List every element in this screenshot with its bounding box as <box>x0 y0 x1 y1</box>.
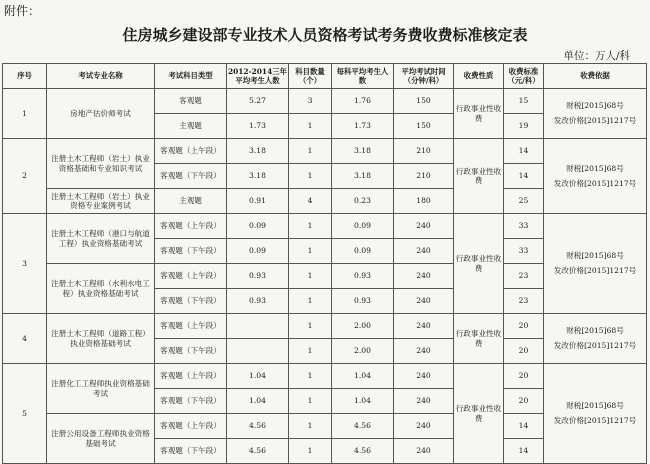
subject-type-cell: 客观题（下午段） <box>155 439 227 464</box>
fee-basis-cell <box>544 139 647 214</box>
subject-type-cell: 客观题（上午段） <box>155 314 227 339</box>
fee-basis-line: 财税[2015]68号 <box>566 326 624 336</box>
avg-duration-cell: 240 <box>394 289 454 314</box>
avg-candidates-cell: 0.93 <box>227 264 289 289</box>
exam-name-cell: 注册土木工程师（岩土）执业资格基础和专业知识考试 <box>47 139 155 189</box>
attachment-label: 附件： <box>4 4 41 18</box>
seq-cell: 2 <box>3 139 47 214</box>
fee-standard-cell: 15 <box>504 89 544 114</box>
fee-standard-cell: 20 <box>504 389 544 414</box>
subject-count-cell: 1 <box>289 239 332 264</box>
avg-candidates-cell: 3.18 <box>227 164 289 189</box>
avg-duration-cell: 240 <box>394 414 454 439</box>
fee-standard-cell: 33 <box>504 214 544 239</box>
avg-duration-cell: 150 <box>394 114 454 139</box>
exam-name-cell: 房地产估价师考试 <box>47 89 155 139</box>
seq-cell: 4 <box>3 314 47 364</box>
avg-per-subject-cell: 1.76 <box>332 89 394 114</box>
avg-candidates-cell: 5.27 <box>227 89 289 114</box>
subject-count-cell: 1 <box>289 389 332 414</box>
fee-basis-line: 发改价格[2015]1217号 <box>553 416 637 425</box>
fee-standard-cell: 25 <box>504 189 544 214</box>
avg-duration-cell: 240 <box>394 389 454 414</box>
avg-candidates-cell: 0.09 <box>227 239 289 264</box>
fee-basis-cell <box>544 214 647 314</box>
subject-count-cell: 1 <box>289 414 332 439</box>
table-row <box>3 89 647 114</box>
fee-basis-line: 财税[2015]68号 <box>566 163 624 173</box>
col-header-fee-basis: 收费依据 <box>544 64 647 89</box>
subject-count-cell: 3 <box>289 89 332 114</box>
avg-per-subject-cell: 0.93 <box>332 289 394 314</box>
fee-standard-cell: 20 <box>504 339 544 364</box>
subject-count-cell: 1 <box>289 339 332 364</box>
subject-type-cell: 客观题（上午段） <box>155 139 227 164</box>
avg-duration-cell: 240 <box>394 339 454 364</box>
fee-basis-line: 发改价格[2015]1217号 <box>553 341 637 350</box>
avg-duration-cell: 150 <box>394 89 454 114</box>
avg-duration-cell: 240 <box>394 239 454 264</box>
exam-name-cell: 注册土木工程师（岩土）执业资格专业案例考试 <box>47 189 155 214</box>
avg-duration-cell: 240 <box>394 264 454 289</box>
col-header-fee-nature: 收费性质 <box>454 64 504 89</box>
fee-standard-cell: 14 <box>504 139 544 164</box>
fee-standard-table <box>2 63 647 464</box>
subject-type-cell: 客观题 <box>155 89 227 114</box>
col-header-seq: 序号 <box>3 64 47 89</box>
avg-duration-cell: 210 <box>394 164 454 189</box>
avg-per-subject-cell: 1.04 <box>332 389 394 414</box>
fee-nature-cell: 行政事业性收费 <box>454 364 504 464</box>
fee-basis-cell <box>544 314 647 364</box>
exam-name-cell: 注册土木工程师（水利水电工程）执业资格基础考试 <box>47 264 155 314</box>
fee-standard-cell: 20 <box>504 364 544 389</box>
avg-per-subject-cell: 0.09 <box>332 214 394 239</box>
avg-per-subject-cell: 0.09 <box>332 239 394 264</box>
avg-candidates-cell <box>227 314 289 339</box>
fee-nature-cell: 行政事业性收费 <box>454 314 504 364</box>
fee-nature-cell: 行政事业性收费 <box>454 89 504 139</box>
col-header-avg-duration: 平均考试时间（分钟/科） <box>394 64 454 89</box>
avg-candidates-cell: 1.73 <box>227 114 289 139</box>
table-row <box>3 364 647 389</box>
subject-type-cell: 客观题（下午段） <box>155 239 227 264</box>
avg-candidates-cell: 4.56 <box>227 414 289 439</box>
avg-candidates-cell: 0.09 <box>227 214 289 239</box>
subject-type-cell: 客观题（下午段） <box>155 289 227 314</box>
fee-standard-cell: 19 <box>504 114 544 139</box>
fee-basis-line: 财税[2015]68号 <box>566 101 624 111</box>
subject-type-cell: 客观题（下午段） <box>155 339 227 364</box>
fee-standard-cell: 20 <box>504 314 544 339</box>
table-header-row <box>3 64 647 89</box>
subject-type-cell: 客观题（上午段） <box>155 214 227 239</box>
subject-count-cell: 1 <box>289 114 332 139</box>
fee-nature-cell: 行政事业性收费 <box>454 139 504 214</box>
fee-standard-cell: 23 <box>504 264 544 289</box>
seq-cell: 3 <box>3 214 47 314</box>
subject-count-cell: 1 <box>289 164 332 189</box>
avg-per-subject-cell: 3.18 <box>332 164 394 189</box>
fee-basis-line: 财税[2015]68号 <box>566 251 624 261</box>
fee-basis-line: 财税[2015]68号 <box>566 401 624 411</box>
fee-basis-line: 发改价格[2015]1217号 <box>553 178 637 188</box>
subject-count-cell: 1 <box>289 439 332 464</box>
avg-duration-cell: 210 <box>394 139 454 164</box>
exam-name-cell: 注册土木工程师（道路工程）执业资格基础考试 <box>47 314 155 364</box>
fee-standard-cell: 23 <box>504 289 544 314</box>
seq-cell: 1 <box>3 89 47 139</box>
subject-count-cell: 1 <box>289 314 332 339</box>
table-row <box>3 139 647 164</box>
subject-count-cell: 1 <box>289 214 332 239</box>
avg-duration-cell: 240 <box>394 364 454 389</box>
fee-basis-cell <box>544 89 647 139</box>
fee-standard-cell: 33 <box>504 239 544 264</box>
fee-basis-cell <box>544 364 647 464</box>
fee-standard-cell: 14 <box>504 414 544 439</box>
subject-type-cell: 客观题（上午段） <box>155 414 227 439</box>
col-header-subject-count: 科目数量（个） <box>289 64 332 89</box>
fee-standard-cell: 14 <box>504 164 544 189</box>
subject-type-cell: 客观题（上午段） <box>155 264 227 289</box>
subject-count-cell: 1 <box>289 289 332 314</box>
fee-basis-line: 发改价格[2015]1217号 <box>553 116 637 125</box>
avg-per-subject-cell: 1.04 <box>332 364 394 389</box>
exam-name-cell: 注册土木工程师（港口与航道工程）执业资格基础考试 <box>47 214 155 264</box>
avg-duration-cell: 240 <box>394 314 454 339</box>
avg-candidates-cell: 1.04 <box>227 364 289 389</box>
avg-per-subject-cell: 1.73 <box>332 114 394 139</box>
col-header-subject-type: 考试科目类型 <box>155 64 227 89</box>
avg-candidates-cell <box>227 339 289 364</box>
avg-per-subject-cell: 2.00 <box>332 339 394 364</box>
exam-name-cell: 注册公用设备工程师执业资格基础考试 <box>47 414 155 464</box>
unit-label: 单位：万人/科 <box>563 50 630 62</box>
subject-count-cell: 1 <box>289 139 332 164</box>
avg-per-subject-cell: 4.56 <box>332 414 394 439</box>
subject-count-cell: 4 <box>289 189 332 214</box>
subject-count-cell: 1 <box>289 364 332 389</box>
table-row <box>3 214 647 239</box>
subject-type-cell: 主观题 <box>155 114 227 139</box>
avg-per-subject-cell: 4.56 <box>332 439 394 464</box>
avg-duration-cell: 240 <box>394 439 454 464</box>
fee-standard-cell: 14 <box>504 439 544 464</box>
col-header-avg-per-subject: 每科平均考生人数 <box>332 64 394 89</box>
exam-name-cell: 注册化工工程师执业资格基础考试 <box>47 364 155 414</box>
avg-duration-cell: 240 <box>394 214 454 239</box>
avg-per-subject-cell: 0.23 <box>332 189 394 214</box>
table-row <box>3 314 647 339</box>
avg-per-subject-cell: 3.18 <box>332 139 394 164</box>
avg-candidates-cell: 0.93 <box>227 289 289 314</box>
avg-per-subject-cell: 2.00 <box>332 314 394 339</box>
subject-type-cell: 客观题（上午段） <box>155 364 227 389</box>
avg-candidates-cell: 1.04 <box>227 389 289 414</box>
seq-cell: 5 <box>3 364 47 464</box>
col-header-avg-candidates: 2012-2014三年平均考生人数 <box>227 64 289 89</box>
avg-duration-cell: 180 <box>394 189 454 214</box>
fee-nature-cell: 行政事业性收费 <box>454 214 504 314</box>
subject-type-cell: 主观题 <box>155 189 227 214</box>
avg-candidates-cell: 0.91 <box>227 189 289 214</box>
col-header-fee-standard: 收费标准（元/科） <box>504 64 544 89</box>
avg-per-subject-cell: 0.93 <box>332 264 394 289</box>
subject-type-cell: 客观题（下午段） <box>155 164 227 189</box>
col-header-exam-name: 考试专业名称 <box>47 64 155 89</box>
subject-type-cell: 客观题（下午段） <box>155 389 227 414</box>
avg-candidates-cell: 4.56 <box>227 439 289 464</box>
avg-candidates-cell: 3.18 <box>227 139 289 164</box>
page-title: 住房城乡建设部专业技术人员资格考试考务费收费标准核定表 <box>122 26 528 44</box>
subject-count-cell: 1 <box>289 264 332 289</box>
fee-basis-line: 发改价格[2015]1217号 <box>553 266 637 275</box>
